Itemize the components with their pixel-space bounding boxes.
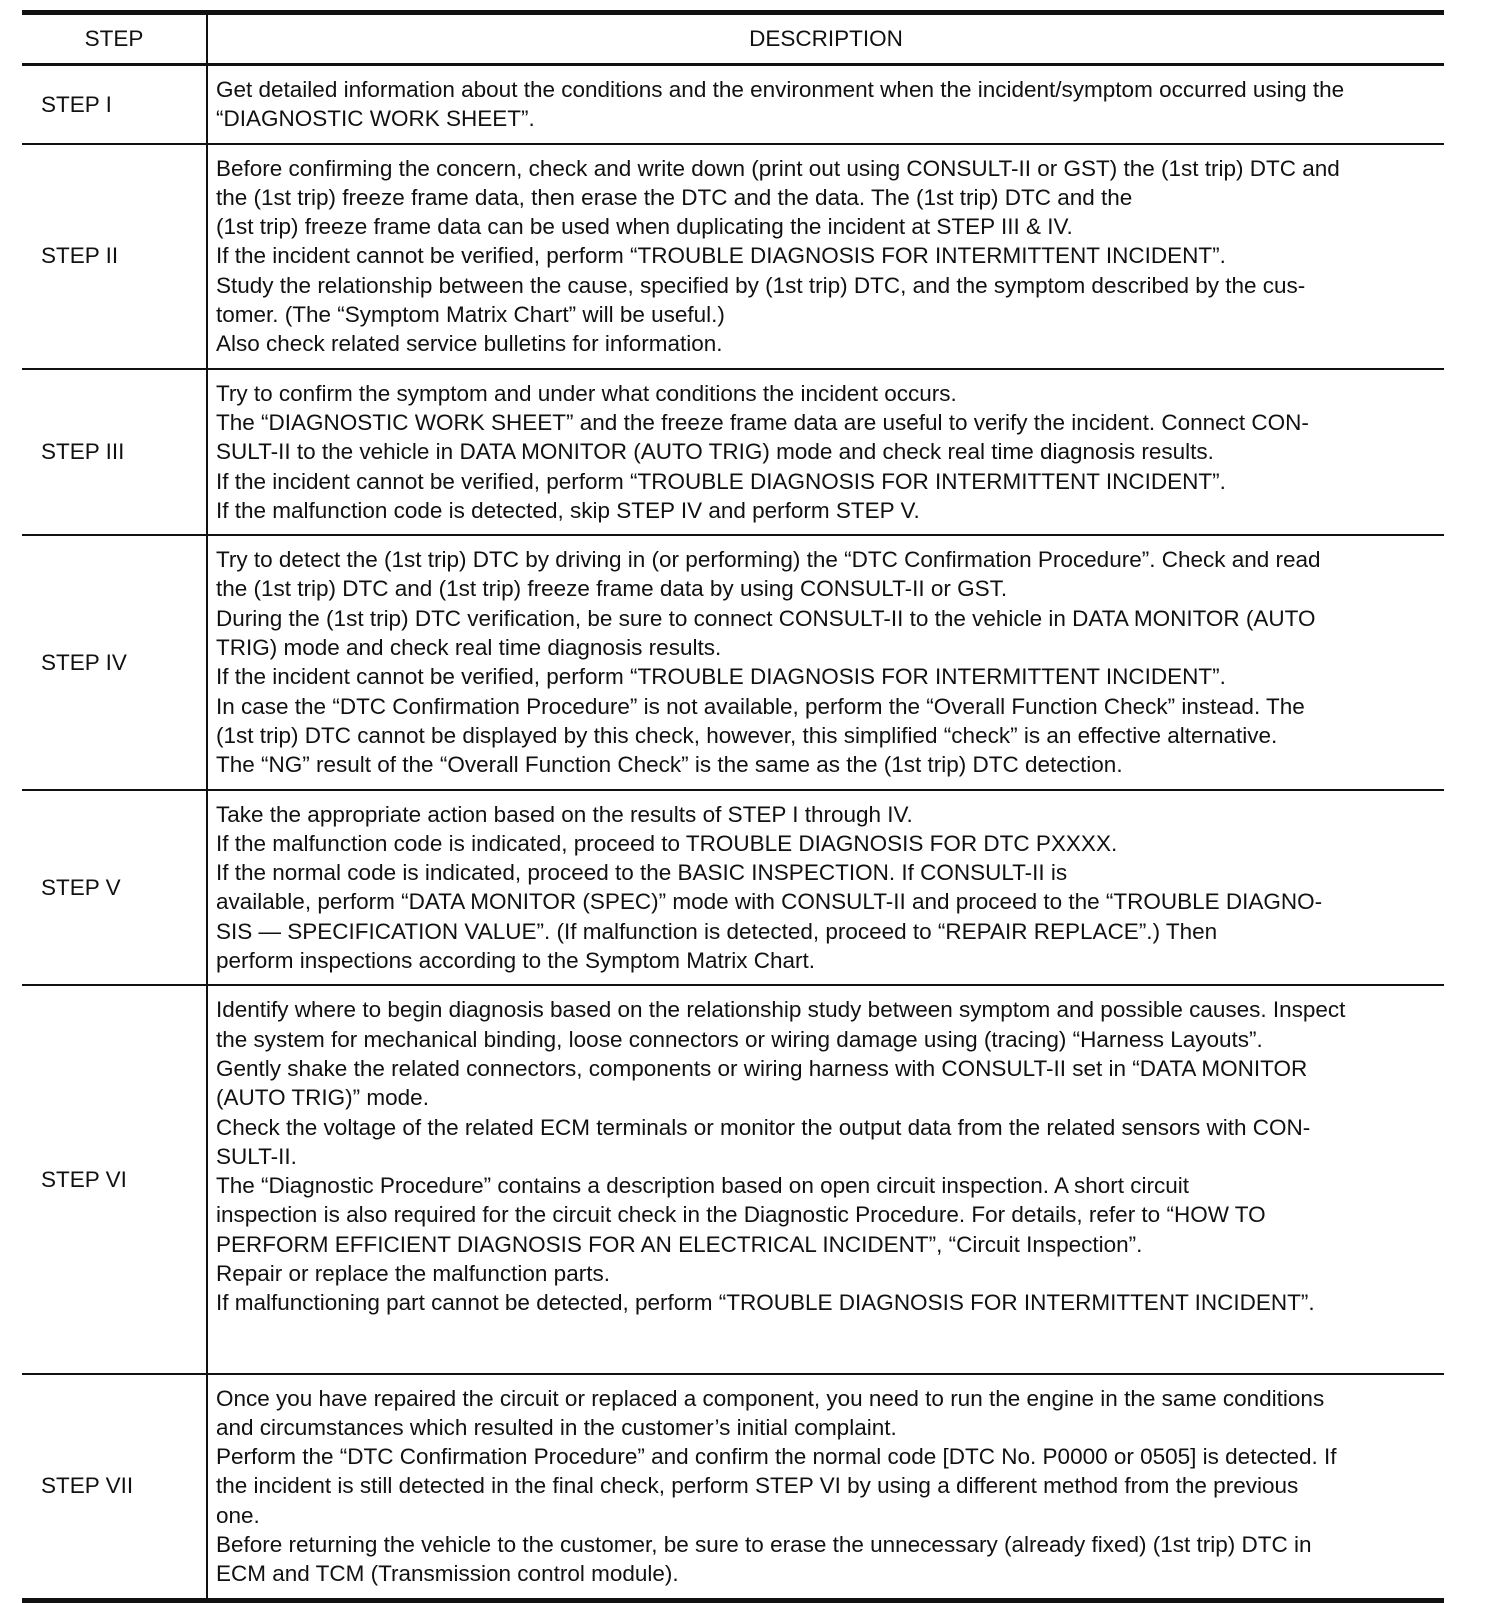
description-line: The “DIAGNOSTIC WORK SHEET” and the freeze frame data are useful to verify the incident. Connect CON-: [216, 409, 1309, 435]
description-line: the (1st trip) freeze frame data, then erase the DTC and the data. The (1st trip) DTC and the: [216, 184, 1133, 210]
table-row: [22, 535, 1444, 789]
description-line: one.: [216, 1502, 260, 1528]
description-line: Gently shake the related connectors, components or wiring harness with CONSULT-II set in “DATA MONITOR: [216, 1055, 1308, 1081]
table-row: [22, 790, 1444, 986]
description-line: TRIG) mode and check real time diagnosis results.: [216, 635, 722, 661]
step-description: [207, 65, 1444, 144]
description-line: If the normal code is indicated, proceed to the BASIC INSPECTION. If CONSULT-II is: [216, 860, 1068, 886]
description-line: Try to detect the (1st trip) DTC by driving in (or performing) the “DTC Confirmation Procedure”. Check and read: [216, 547, 1321, 573]
description-line: In case the “DTC Confirmation Procedure” is not available, perform the “Overall Function Check” instead. The: [216, 693, 1305, 719]
description-line: Try to confirm the symptom and under what conditions the incident occurs.: [216, 380, 957, 406]
diagnostic-steps-document: [22, 10, 1444, 1603]
description-line: Before confirming the concern, check and write down (print out using CONSULT-II or GST) the (1st trip) DTC and: [216, 155, 1340, 181]
description-line: ECM and TCM (Transmission control module).: [216, 1561, 679, 1587]
description-line: Perform the “DTC Confirmation Procedure” and confirm the normal code [DTC No. P0000 or 0505] is detected. If: [216, 1444, 1337, 1470]
step-label: STEP I: [22, 65, 207, 144]
description-line: perform inspections according to the Symptom Matrix Chart.: [216, 948, 815, 974]
step-description: [207, 985, 1444, 1373]
description-line: (1st trip) freeze frame data can be used when duplicating the incident at STEP III & IV.: [216, 214, 1073, 240]
step-description: [207, 1374, 1444, 1601]
description-line: inspection is also required for the circuit check in the Diagnostic Procedure. For details, refer to “HOW TO: [216, 1202, 1266, 1228]
description-line: The “Diagnostic Procedure” contains a description based on open circuit inspection. A short circuit: [216, 1173, 1190, 1199]
description-line: Repair or replace the malfunction parts.: [216, 1260, 610, 1286]
blank-space: [216, 1318, 1434, 1364]
step-label: STEP II: [22, 144, 207, 369]
description-line: (AUTO TRIG)” mode.: [216, 1085, 429, 1111]
description-line: During the (1st trip) DTC verification, be sure to connect CONSULT-II to the vehicle in DATA MONITOR (AUTO: [216, 605, 1316, 631]
step-description: [207, 144, 1444, 369]
table-row: [22, 65, 1444, 144]
description-line: available, perform “DATA MONITOR (SPEC)” mode with CONSULT-II and proceed to the “TROUBLE DIAGNO-: [216, 889, 1323, 915]
description-line: Once you have repaired the circuit or replaced a component, you need to run the engine in the same conditions: [216, 1385, 1325, 1411]
step-label: STEP VI: [22, 985, 207, 1373]
table-row: [22, 144, 1444, 369]
description-line: Take the appropriate action based on the results of STEP I through IV.: [216, 801, 913, 827]
description-line: If malfunctioning part cannot be detected, perform “TROUBLE DIAGNOSIS FOR INTERMITTENT INCIDENT”.: [216, 1290, 1315, 1316]
table-row: [22, 1374, 1444, 1601]
description-line: Study the relationship between the cause, specified by (1st trip) DTC, and the symptom described by the cus-: [216, 272, 1306, 298]
description-line: If the incident cannot be verified, perform “TROUBLE DIAGNOSIS FOR INTERMITTENT INCIDENT”.: [216, 468, 1226, 494]
step-description: [207, 535, 1444, 789]
description-line: the (1st trip) DTC and (1st trip) freeze frame data by using CONSULT-II or GST.: [216, 576, 1008, 602]
description-line: tomer. (The “Symptom Matrix Chart” will be useful.): [216, 302, 725, 328]
description-line: SIS — SPECIFICATION VALUE”. (If malfunction is detected, proceed to “REPAIR REPLACE”.) Then: [216, 918, 1218, 944]
header-description: DESCRIPTION: [207, 13, 1444, 65]
description-line: SULT-II.: [216, 1143, 297, 1169]
description-line: PERFORM EFFICIENT DIAGNOSIS FOR AN ELECTRICAL INCIDENT”, “Circuit Inspection”.: [216, 1231, 1143, 1257]
description-line: If the malfunction code is detected, skip STEP IV and perform STEP V.: [216, 497, 920, 523]
description-line: Check the voltage of the related ECM terminals or monitor the output data from the related sensors with CON-: [216, 1114, 1311, 1140]
description-line: Identify where to begin diagnosis based on the relationship study between symptom and possible causes. Inspect: [216, 997, 1346, 1023]
step-label: STEP V: [22, 790, 207, 986]
description-line: the incident is still detected in the final check, perform STEP VI by using a different method from the previous: [216, 1473, 1299, 1499]
step-description: [207, 790, 1444, 986]
table-body: [22, 65, 1444, 1601]
header-row: [22, 13, 1444, 65]
description-line: SULT-II to the vehicle in DATA MONITOR (AUTO TRIG) mode and check real time diagnosis results.: [216, 439, 1214, 465]
description-line: The “NG” result of the “Overall Function Check” is the same as the (1st trip) DTC detection.: [216, 752, 1123, 778]
description-line: Also check related service bulletins for information.: [216, 331, 723, 357]
step-description: [207, 369, 1444, 535]
step-label: STEP IV: [22, 535, 207, 789]
description-line: the system for mechanical binding, loose connectors or wiring damage using (tracing) “Harness Layouts”.: [216, 1026, 1263, 1052]
table-row: [22, 369, 1444, 535]
step-label: STEP VII: [22, 1374, 207, 1601]
description-line: and circumstances which resulted in the customer’s initial complaint.: [216, 1414, 897, 1440]
description-line: If the incident cannot be verified, perform “TROUBLE DIAGNOSIS FOR INTERMITTENT INCIDENT”.: [216, 664, 1226, 690]
description-line: If the malfunction code is indicated, proceed to TROUBLE DIAGNOSIS FOR DTC PXXXX.: [216, 830, 1118, 856]
description-line: If the incident cannot be verified, perform “TROUBLE DIAGNOSIS FOR INTERMITTENT INCIDENT”.: [216, 243, 1226, 269]
description-line: (1st trip) DTC cannot be displayed by this check, however, this simplified “check” is an effective alternative.: [216, 722, 1278, 748]
description-line: Get detailed information about the conditions and the environment when the incident/symptom occurred using the: [216, 77, 1345, 102]
description-line: Before returning the vehicle to the customer, be sure to erase the unnecessary (already fixed) (1st trip) DTC in: [216, 1532, 1312, 1558]
step-label: STEP III: [22, 369, 207, 535]
table-header: [22, 13, 1444, 65]
header-step: STEP: [22, 13, 207, 65]
description-line: “DIAGNOSTIC WORK SHEET”.: [216, 106, 535, 132]
table-row: [22, 985, 1444, 1373]
diagnostic-steps-table: [22, 10, 1444, 1603]
